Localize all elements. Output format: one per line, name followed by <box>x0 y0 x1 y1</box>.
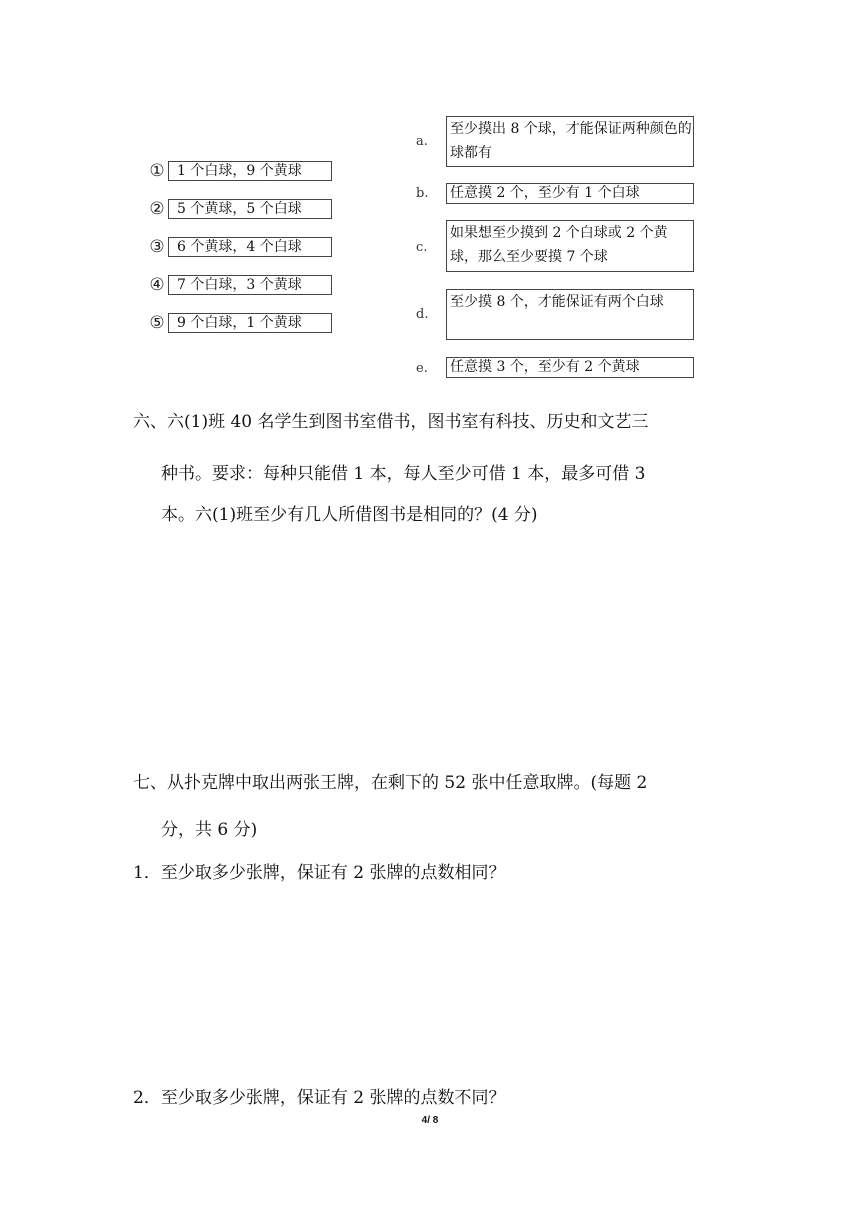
item-letter: e. <box>416 361 428 376</box>
item-mark: ③ <box>149 237 165 257</box>
page-number: 4/ 8 <box>421 1115 439 1126</box>
sub-question-1: 1．至少取多少张牌，保证有 2 张牌的点数相同？ <box>133 863 506 883</box>
item-mark: ⑤ <box>149 313 165 333</box>
question-text: 分，共 6 分) <box>161 820 258 840</box>
item-mark: ① <box>149 161 165 181</box>
right-item-box: 任意摸 2 个，至少有 1 个白球 <box>446 183 694 204</box>
item-mark: ② <box>149 199 165 219</box>
question-text: 种书。要求：每种只能借 1 本，每人至少可借 1 本，最多可借 3 <box>161 464 646 484</box>
item-letter: c. <box>416 240 428 255</box>
right-item-box: 至少摸出 8 个球，才能保证两种颜色的球都有 <box>446 116 694 167</box>
right-item-box: 如果想至少摸到 2 个白球或 2 个黄球，那么至少要摸 7 个球 <box>446 220 694 272</box>
question-text: 本。六(1)班至少有几人所借图书是相同的？(4 分) <box>161 505 538 525</box>
item-letter: d. <box>416 307 429 322</box>
left-item-box: 9 个白球，1 个黄球 <box>168 313 332 333</box>
question-text: 六、六(1)班 40 名学生到图书室借书，图书室有科技、历史和文艺三 <box>133 412 649 432</box>
sub-question-2: 2．至少取多少张牌，保证有 2 张牌的点数不同？ <box>133 1088 506 1108</box>
question-text: 七、从扑克牌中取出两张王牌，在剩下的 52 张中任意取牌。(每题 2 <box>133 773 648 793</box>
left-item-box: 6 个黄球，4 个白球 <box>168 237 332 257</box>
item-letter: a. <box>416 134 428 149</box>
item-letter: b. <box>416 186 429 201</box>
left-item-box: 5 个黄球，5 个白球 <box>168 199 332 219</box>
right-item-box: 任意摸 3 个，至少有 2 个黄球 <box>446 357 694 378</box>
left-item-box: 7 个白球，3 个黄球 <box>168 275 332 295</box>
right-item-box: 至少摸 8 个，才能保证有两个白球 <box>446 289 694 340</box>
item-mark: ④ <box>149 275 165 295</box>
left-item-box: 1 个白球，9 个黄球 <box>168 161 332 181</box>
